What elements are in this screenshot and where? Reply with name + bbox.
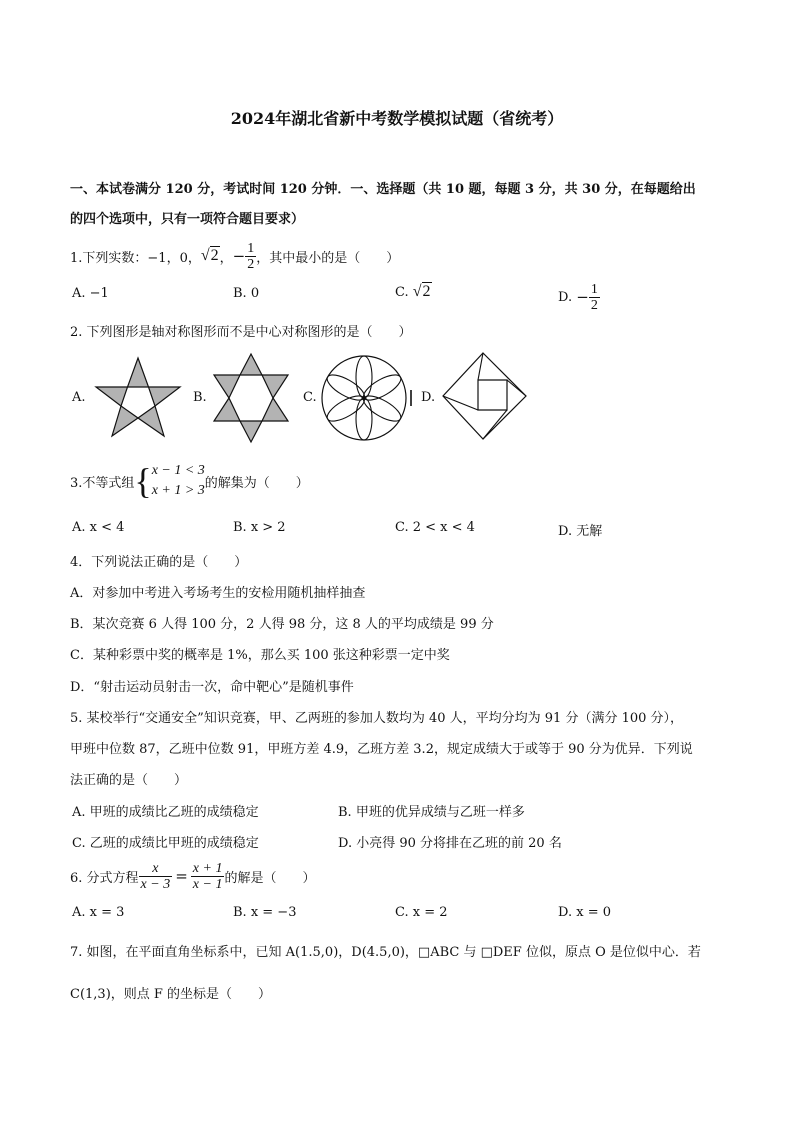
page-title: 2024年湖北省新中考数学模拟试题（省统考） bbox=[230, 109, 564, 128]
q1-frac-num: 1 bbox=[247, 240, 255, 256]
q1-option-d-num: 1 bbox=[590, 281, 598, 297]
q6-option-c: C. x = 2 bbox=[395, 905, 448, 920]
question-7-line-1: 7. 如图，在平面直角坐标系中，已知 A(1.5,0)，D(4.5,0)，□ABC 与 □DEF 位似，原点 O 是位似中心．若 bbox=[70, 945, 701, 960]
question-5-line-1: 5. 某校举行“交通安全”知识竞赛，甲、乙两班的参加人数均为 40 人，平均分均为 91 分（满分 100 分）， bbox=[70, 711, 684, 726]
q6-right-den: x − 1 bbox=[192, 876, 223, 892]
q2-label-c: C. bbox=[303, 390, 317, 405]
q6-left-fraction bbox=[139, 861, 173, 892]
q2-figure-c-petals bbox=[324, 356, 405, 440]
q2-figure-a-pentagram bbox=[92, 354, 184, 440]
q6-right-num: x + 1 bbox=[192, 860, 223, 876]
q2-figure-c-flower-circle bbox=[318, 354, 414, 442]
q6-prefix: 6. 分式方程 bbox=[70, 870, 139, 886]
q1-sep: ， bbox=[219, 250, 233, 266]
q5-option-c: C. 乙班的成绩比甲班的成绩稳定 bbox=[72, 836, 259, 851]
question-1-stem bbox=[70, 236, 399, 276]
q1-option-c-radicand: 2 bbox=[422, 283, 431, 300]
q1-option-d-fraction bbox=[589, 282, 600, 313]
q4-option-c: C．某种彩票中奖的概率是 1%，那么买 100 张这种彩票一定中奖 bbox=[70, 648, 450, 663]
q3-brace: { bbox=[134, 461, 152, 501]
q2-figure-d-outer bbox=[443, 353, 526, 439]
q1-fraction bbox=[245, 241, 256, 272]
q3-inequality-2: x + 1 > 3 bbox=[151, 483, 205, 498]
q1-option-b: B. 0 bbox=[233, 286, 260, 301]
q3-option-b: B. x > 2 bbox=[233, 520, 286, 535]
q3-option-c: C. 2 < x < 4 bbox=[395, 520, 475, 535]
q1-option-d-label: D. bbox=[558, 289, 573, 305]
question-7-line-2: C(1,3)，则点 F 的坐标是（ ） bbox=[70, 987, 272, 1002]
q6-option-a: A. x = 3 bbox=[72, 905, 125, 920]
section-intro-line-2: 的四个选项中，只有一项符合题目要求） bbox=[70, 212, 305, 227]
q6-equals: = bbox=[175, 867, 188, 885]
q1-neg-sign: − bbox=[232, 247, 246, 265]
q1-suffix: ，其中最小的是（ ） bbox=[256, 250, 400, 266]
q5-option-d: D. 小亮得 90 分将排在乙班的前 20 名 bbox=[338, 836, 562, 851]
q2-label-a: A. bbox=[72, 390, 86, 405]
q1-option-c-sqrt: √2 bbox=[412, 283, 431, 300]
q3-option-d: D. 无解 bbox=[558, 524, 603, 539]
question-2-stem: 2. 下列图形是轴对称图形而不是中心对称图形的是（ ） bbox=[70, 325, 412, 340]
q4-option-d: D．“射击运动员射击一次，命中靶心”是随机事件 bbox=[70, 680, 354, 695]
q1-option-d-neg: − bbox=[576, 288, 589, 306]
q2-figure-d-connectors bbox=[443, 353, 526, 439]
q6-left-den: x − 3 bbox=[140, 876, 171, 892]
q4-option-b: B．某次竞赛 6 人得 100 分，2 人得 98 分，这 8 人的平均成绩是 99 分 bbox=[70, 617, 494, 632]
q1-option-c bbox=[395, 283, 432, 301]
q6-right-fraction bbox=[191, 861, 225, 892]
q6-suffix: 的解是（ ） bbox=[224, 870, 316, 886]
q2-label-d: D. bbox=[421, 390, 436, 405]
q2-label-b: B. bbox=[193, 390, 207, 405]
question-5-line-3: 法正确的是（ ） bbox=[70, 773, 188, 788]
q6-option-b: B. x = −3 bbox=[233, 905, 297, 920]
q6-left-num: x bbox=[139, 861, 173, 877]
q2-figure-d-diamond bbox=[440, 350, 530, 444]
question-5-line-2: 甲班中位数 87，乙班中位数 91，甲班方差 4.9，乙班方差 3.2，规定成绩大于或等于 90 分为优异．下列说 bbox=[70, 742, 693, 757]
q1-prefix: 1.下列实数：−1，0， bbox=[70, 250, 201, 266]
question-4-stem: 4．下列说法正确的是（ ） bbox=[70, 555, 248, 570]
q4-option-a: A．对参加中考进入考场考生的安检用随机抽样抽查 bbox=[70, 586, 366, 601]
q1-sqrt-radicand: 2 bbox=[210, 247, 219, 264]
question-6-stem bbox=[70, 855, 315, 897]
q1-option-d bbox=[558, 277, 600, 317]
q3-prefix: 3.不等式组 bbox=[70, 475, 135, 491]
q3-option-a: A. x < 4 bbox=[72, 520, 125, 535]
question-3-stem bbox=[70, 458, 309, 504]
section-intro-line-1: 一、本试卷满分 120 分，考试时间 120 分钟．一、选择题（共 10 题，每题 3 分，共 30 分，在每题给出 bbox=[70, 182, 696, 197]
q3-system bbox=[152, 461, 205, 501]
q1-option-c-label: C. bbox=[395, 285, 409, 300]
q3-inequality-1: x − 1 < 3 bbox=[151, 463, 205, 478]
q5-option-b: B. 甲班的优异成绩与乙班一样多 bbox=[338, 805, 525, 820]
q3-suffix: 的解集为（ ） bbox=[204, 475, 309, 491]
q5-option-a: A. 甲班的成绩比乙班的成绩稳定 bbox=[72, 805, 259, 820]
q2-figure-d-inner-square bbox=[478, 380, 507, 410]
q2-figure-b-hexagram bbox=[210, 351, 292, 445]
q6-option-d: D. x = 0 bbox=[558, 905, 611, 920]
q1-sqrt: √2 bbox=[200, 247, 219, 264]
q1-frac-den: 2 bbox=[247, 256, 255, 272]
q1-option-d-den: 2 bbox=[590, 297, 598, 313]
q1-option-a: A. −1 bbox=[72, 286, 109, 301]
